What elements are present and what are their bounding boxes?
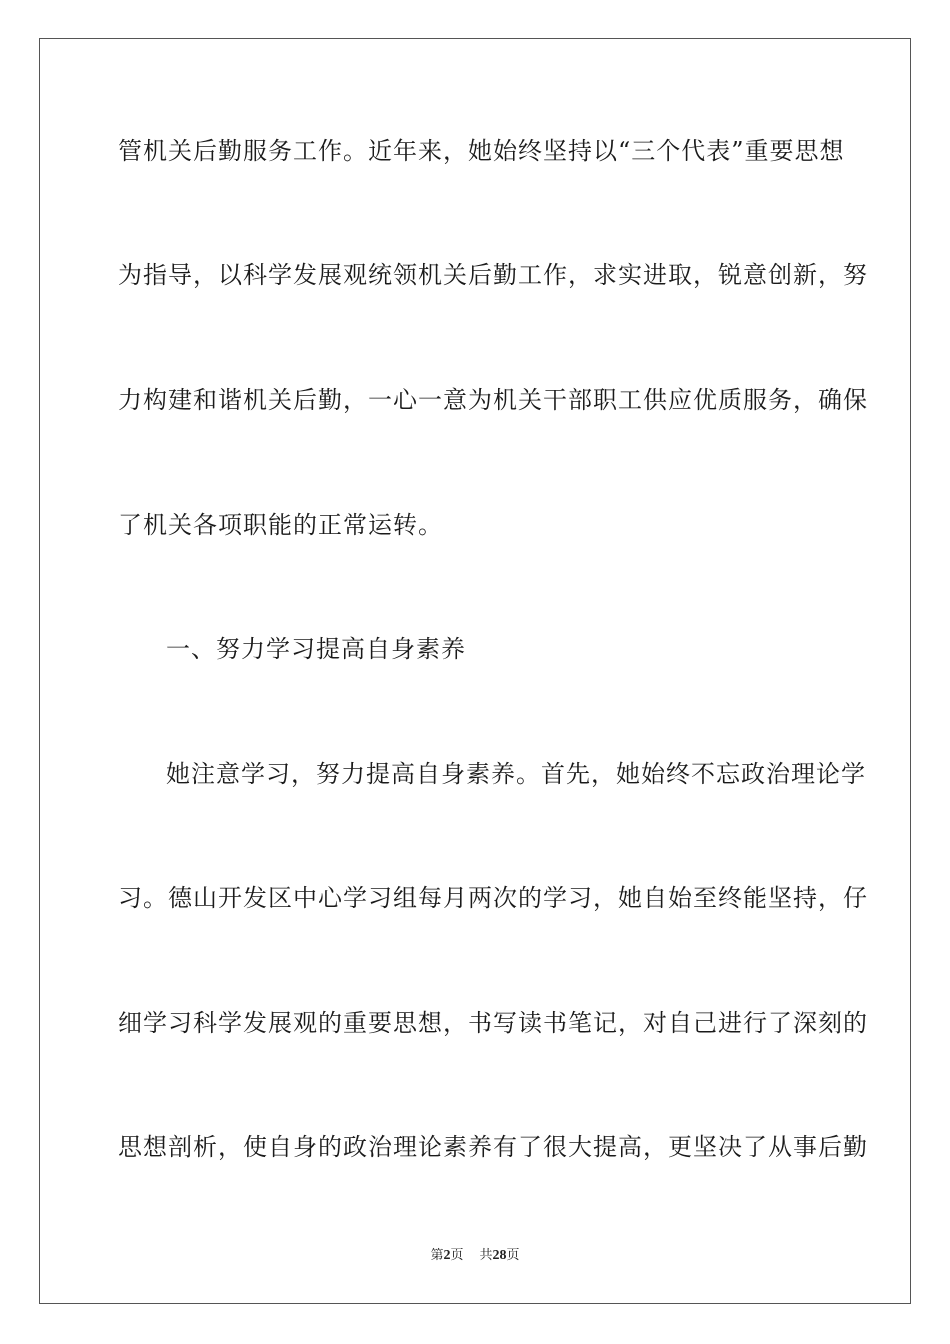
paragraph-line: 思想剖析，使自身的政治理论素养有了很大提高，更坚决了从事后勤 [118, 1133, 868, 1161]
page-border [39, 38, 911, 1304]
paragraph-line: 力构建和谐机关后勤，一心一意为机关干部职工供应优质服务，确保 [118, 386, 868, 414]
paragraph-line: 她注意学习，努力提高自身素养。首先，她始终不忘政治理论学 [166, 760, 866, 788]
page-suffix: 页 [450, 1248, 464, 1263]
paragraph-line: 了机关各项职能的正常运转。 [118, 511, 443, 539]
total-suffix: 页 [506, 1248, 520, 1263]
paragraph-line: 为指导，以科学发展观统领机关后勤工作，求实进取，锐意创新，努 [118, 261, 868, 289]
paragraph-line: 习。德山开发区中心学习组每月两次的学习，她自始至终能坚持，仔 [118, 884, 868, 912]
total-page-number: 28 [492, 1248, 507, 1263]
page-prefix: 第 [430, 1248, 444, 1263]
total-prefix: 共 [479, 1248, 493, 1263]
section-heading: 一、努力学习提高自身素养 [166, 635, 466, 663]
page-footer [0, 1247, 950, 1265]
current-page-number: 2 [443, 1248, 451, 1263]
paragraph-line: 细学习科学发展观的重要思想，书写读书笔记，对自己进行了深刻的 [118, 1009, 868, 1037]
paragraph-line: 管机关后勤服务工作。近年来，她始终坚持以“三个代表”重要思想 [118, 137, 845, 165]
